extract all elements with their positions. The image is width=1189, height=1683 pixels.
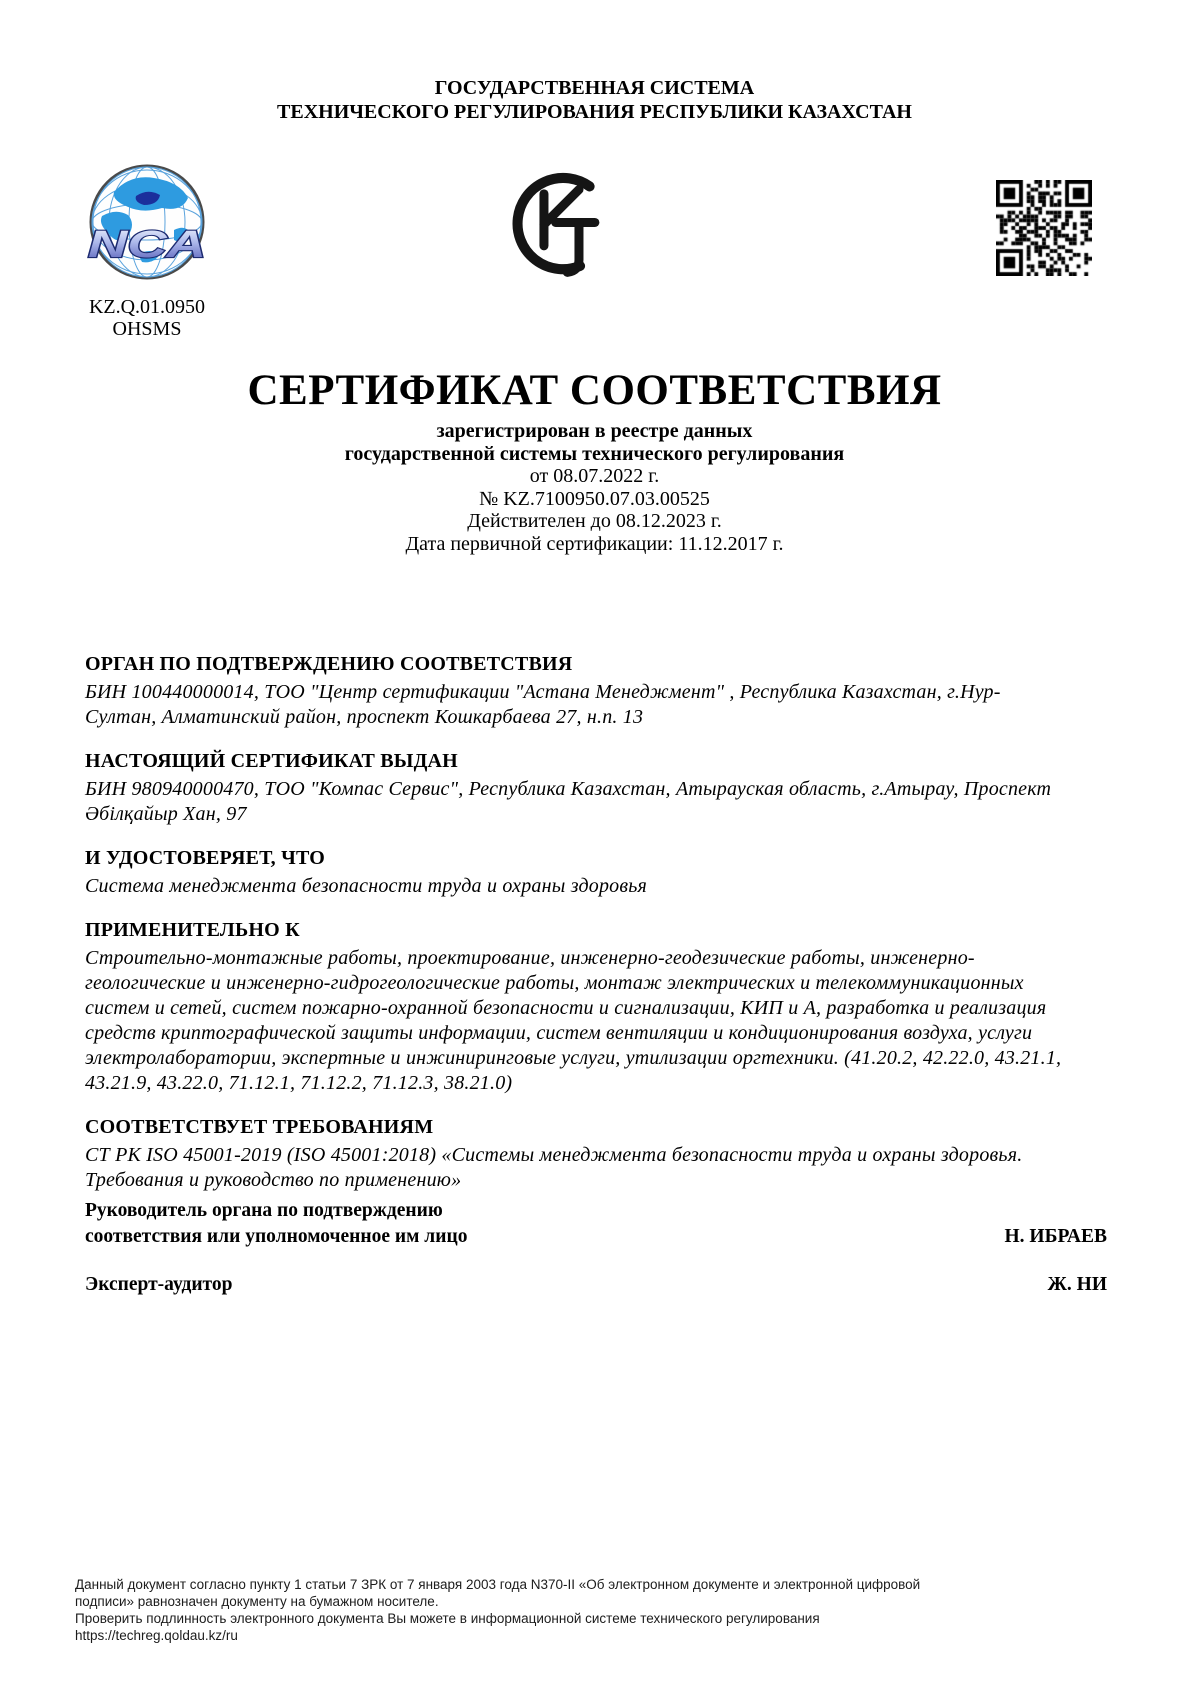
section-line: электролаборатории, экспертные и инжиниринговые услуги, утилизации оргтехники. (41.20.2, 42.22.0, 43.21.1, bbox=[85, 1047, 1062, 1069]
title-block bbox=[0, 368, 1189, 555]
section-heading: СООТВЕТСТВУЕТ ТРЕБОВАНИЯМ bbox=[85, 1116, 434, 1138]
section-line: геологические и инженерно-гидрогеологические работы, монтаж электрических и телекоммуникационных bbox=[85, 972, 1024, 994]
signature-row-head bbox=[85, 1198, 1107, 1250]
valid-until: Действителен до 08.12.2023 г. bbox=[467, 510, 722, 532]
header-line-1: ГОСУДАРСТВЕННАЯ СИСТЕМА bbox=[434, 77, 755, 99]
signature-row-expert bbox=[85, 1272, 1107, 1298]
section-line: средств криптографической защиты информации, систем вентиляции и кондиционирования воздуха, услуги bbox=[85, 1022, 1033, 1044]
section-heading: И УДОСТОВЕРЯЕТ, ЧТО bbox=[85, 847, 325, 869]
section-line: СТ РК ISO 45001-2019 (ISO 45001:2018) «Системы менеджмента безопасности труда и охраны здоровья. bbox=[85, 1144, 1023, 1166]
section-line: БИН 100440000014, ТОО "Центр сертификации "Астана Менеджмент" , Республика Казахстан, г.Нур- bbox=[85, 681, 1001, 703]
section-heading: ОРГАН ПО ПОДТВЕРЖДЕНИЮ СООТВЕТСТВИЯ bbox=[85, 653, 573, 675]
legal-footer bbox=[75, 1576, 1115, 1644]
section-heading: НАСТОЯЩИЙ СЕРТИФИКАТ ВЫДАН bbox=[85, 750, 458, 772]
signature-block bbox=[85, 1198, 1107, 1298]
qr-code bbox=[996, 180, 1092, 276]
signature-label-line: соответствия или уполномоченное им лицо bbox=[85, 1226, 468, 1247]
certificate-number: № KZ.7100950.07.03.00525 bbox=[479, 487, 710, 510]
signature-name: Н. ИБРАЕВ bbox=[1004, 1226, 1107, 1247]
footer-line: Проверить подлинность электронного документа Вы можете в информационной системе технического регулирования bbox=[75, 1611, 820, 1626]
registry-code: KZ.Q.01.0950 bbox=[88, 296, 206, 318]
registration-date: от 08.07.2022 г. bbox=[529, 465, 660, 487]
registration-bold-line-2: государственной системы технического регулирования bbox=[344, 442, 845, 465]
signature-label bbox=[85, 1198, 467, 1250]
signature-label-line: Руководитель органа по подтверждению bbox=[85, 1200, 443, 1221]
footer-line: подписи» равнозначен документу на бумажном носителе. bbox=[75, 1594, 439, 1609]
certificate-title: СЕРТИФИКАТ СООТВЕТСТВИЯ bbox=[247, 367, 942, 414]
section-line: Требования и руководство по применению» bbox=[85, 1169, 462, 1191]
section-heading: ПРИМЕНИТЕЛЬНО К bbox=[85, 919, 300, 941]
signature-label-line: Эксперт-аудитор bbox=[85, 1274, 233, 1295]
section-line: 43.21.9, 43.22.0, 71.12.1, 71.12.2, 71.12.3, 38.21.0) bbox=[85, 1072, 513, 1094]
section-requirements bbox=[85, 1115, 1107, 1193]
first-certification-date: Дата первичной сертификации: 11.12.2017 г. bbox=[405, 532, 784, 555]
certificate-body bbox=[85, 652, 1107, 1212]
section-line: Султан, Алматинский район, проспект Кошкарбаева 27, н.п. 13 bbox=[85, 706, 644, 728]
section-scope bbox=[85, 918, 1107, 1096]
nca-letters: NCA bbox=[88, 224, 206, 266]
registration-bold-line-1: зарегистрирован в реестре данных bbox=[436, 420, 753, 442]
section-line: Әбілқайыр Хан, 97 bbox=[85, 803, 247, 825]
footer-url: https://techreg.qoldau.kz/ru bbox=[75, 1628, 238, 1643]
section-line: БИН 980940000470, ТОО "Компас Сервис", Республика Казахстан, Атырауская область, г.Атырау, Проспект bbox=[85, 778, 1052, 800]
section-line: систем и сетей, систем пожарно-охранной безопасности и сигнализации, КИП и А, разработка и реализация bbox=[85, 997, 1047, 1019]
footer-line: Данный документ согласно пункту 1 статьи 7 ЗРК от 7 января 2003 года N370-II «Об электронном документе и электронной цифровой bbox=[75, 1577, 921, 1592]
section-line: Система менеджмента безопасности труда и охраны здоровья bbox=[85, 875, 648, 897]
scheme-code: OHSMS bbox=[112, 318, 182, 340]
section-line: Строительно-монтажные работы, проектирование, инженерно-геодезические работы, инженерно- bbox=[85, 947, 975, 969]
signature-name: Ж. НИ bbox=[1047, 1274, 1107, 1295]
nca-globe-logo bbox=[86, 158, 208, 290]
section-certifies-that bbox=[85, 846, 1107, 899]
nca-caption bbox=[62, 296, 232, 340]
section-issued-to bbox=[85, 749, 1107, 827]
header-line-2: ТЕХНИЧЕСКОГО РЕГУЛИРОВАНИЯ РЕСПУБЛИКИ КАЗАХСТАН bbox=[277, 101, 912, 123]
section-certification-body bbox=[85, 652, 1107, 730]
state-system-header bbox=[0, 76, 1189, 124]
kt-conformity-mark-icon bbox=[508, 162, 616, 284]
